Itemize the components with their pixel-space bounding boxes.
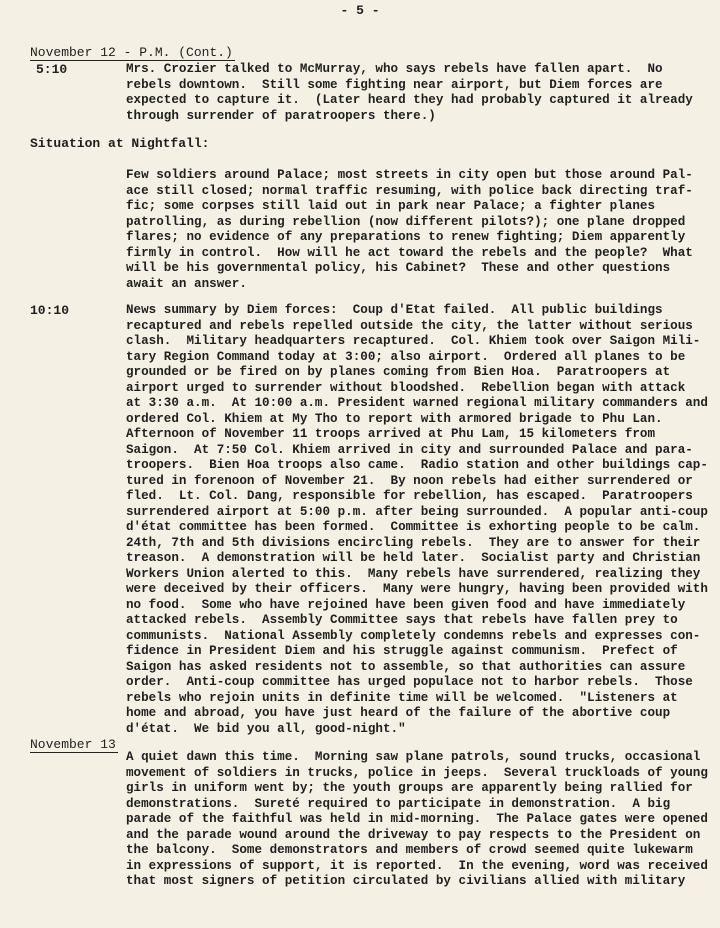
text-line: rebels who rejoin units in definite time will be welcomed. "Listeners at — [126, 690, 678, 705]
text-line: recaptured and rebels repelled outside the city, the latter without serious — [126, 318, 693, 333]
text-line: in expressions of support, it is reported. In the evening, word was received — [126, 858, 708, 873]
text-line: the balcony. Some demonstrators and members of crowd seemed quite lukewarm — [126, 843, 693, 857]
text-line: Saigon. At 7:50 Col. Khiem arrived in city and surrounded Palace and para- — [126, 442, 693, 457]
text-line: through surrender of paratroopers there.) — [126, 108, 436, 123]
text-line: attacked rebels. Assembly Committee says that rebels have fallen prey to — [126, 613, 678, 627]
text-line: tary Region Command today at 3:00; also airport. Ordered all planes to be — [126, 349, 686, 364]
time-entry-5-10: 5:10 — [36, 62, 68, 77]
page-number: - 5 - — [340, 3, 380, 18]
text-line: clash. Military headquarters recaptured. Col. Khiem took over Saigon Mili- — [126, 334, 701, 348]
text-line: patrolling, as during rebellion (now different pilots?); one plane dropped — [126, 214, 686, 229]
text-line: girls in uniform went by; the youth groups are apparently being rallied for — [126, 781, 693, 795]
text-line: fic; some corpses still laid out in park near Palace; a fighter planes — [126, 199, 656, 213]
text-line: Workers Union alerted to this. Many rebels have surrendered, realizing they — [126, 566, 701, 581]
text-line: await an answer. — [126, 276, 247, 291]
text-line: movement of soldiers in trucks, police in jeeps. Several truckloads of young — [126, 765, 708, 780]
text-line: A quiet dawn this time. Morning saw plane patrols, sound trucks, occasional — [126, 750, 701, 764]
text-line: d'état. We bid you all, good-night." — [126, 721, 406, 736]
text-line: communists. National Assembly completely condemns rebels and expresses con- — [126, 628, 701, 643]
text-line: Saigon has asked residents not to assemble, so that authorities can assure — [126, 659, 686, 674]
text-line: and the parade wound around the driveway to pay respects to the President on — [126, 827, 701, 842]
text-line: ace still closed; normal traffic resuming, with police back directing traf- — [126, 183, 693, 198]
nov13-paragraph — [126, 750, 708, 890]
text-line: airport urged to surrender without bloodshed. Rebellion began with attack — [126, 380, 686, 395]
time-entry-10-10: 10:10 — [30, 303, 70, 318]
section-heading-nightfall: Situation at Nightfall: — [30, 136, 210, 151]
text-line: will be his governmental policy, his Cabinet? These and other questions — [126, 261, 671, 275]
text-line: Few soldiers around Palace; most streets in city open but those around Pal- — [126, 168, 693, 182]
news-summary-paragraph — [126, 303, 708, 737]
text-line: ordered Col. Khiem at My Tho to report with armored brigade to Phu Lan. — [126, 411, 663, 426]
text-line: rebels downtown. Still some fighting near airport, but Diem forces are — [126, 77, 663, 92]
text-line: 24th, 7th and 5th divisions encircling rebels. They are to answer for their — [126, 535, 701, 550]
text-line: surrendered airport at 5:00 p.m. after being surrounded. A popular anti-coup — [126, 504, 708, 519]
text-line: News summary by Diem forces: Coup d'Etat failed. All public buildings — [126, 303, 663, 317]
text-line: home and abroad, you have just heard of the failure of the abortive coup — [126, 706, 671, 720]
text-line: demonstrations. Sureté required to participate in demonstration. A big — [126, 796, 671, 811]
text-line: troopers. Bien Hoa troops also came. Radio station and other buildings cap- — [126, 458, 708, 472]
text-line: parade of the faithful was held in mid-morning. The Palace gates were opened — [126, 812, 708, 826]
text-line: grounded or be fired on by planes coming from Bien Hoa. Paratroopers at — [126, 365, 671, 379]
text-line: tured in forenoon of November 21. By noon rebels had either surrendered or — [126, 473, 693, 488]
text-line: fidence in President Diem and his struggle against communism. Prefect of — [126, 644, 678, 658]
text-line: d'état committee has been formed. Committee is exhorting people to be calm. — [126, 520, 701, 534]
section-heading-nov13: November 13 — [30, 737, 116, 752]
nightfall-paragraph — [126, 168, 693, 292]
text-line: firmly in control. How will he act toward the rebels and the people? What — [126, 245, 693, 260]
section-heading-nov12: November 12 - P.M. (Cont.) — [30, 45, 233, 60]
text-line: treason. A demonstration will be held later. Socialist party and Christian — [126, 551, 701, 565]
text-line: flares; no evidence of any preparations to renew fighting; Diem apparently — [126, 230, 686, 244]
entry-5-10-text — [126, 62, 693, 124]
text-line: that most signers of petition circulated by civilians allied with military — [126, 874, 686, 888]
text-line: no food. Some who have rejoined have been given food and have immediately — [126, 597, 686, 612]
text-line: at 3:30 a.m. At 10:00 a.m. President warned regional military commanders and — [126, 396, 708, 410]
text-line: order. Anti-coup committee has urged populace not to harbor rebels. Those — [126, 675, 693, 689]
text-line: Afternoon of November 11 troops arrived at Phu Lam, 15 kilometers from — [126, 427, 656, 441]
text-line: Mrs. Crozier talked to McMurray, who says rebels have fallen apart. No — [126, 62, 663, 76]
text-line: fled. Lt. Col. Dang, responsible for rebellion, has escaped. Paratroopers — [126, 489, 693, 503]
text-line: were deceived by their officers. Many were hungry, having been provided with — [126, 582, 708, 596]
text-line: expected to capture it. (Later heard they had probably captured it already — [126, 93, 693, 107]
